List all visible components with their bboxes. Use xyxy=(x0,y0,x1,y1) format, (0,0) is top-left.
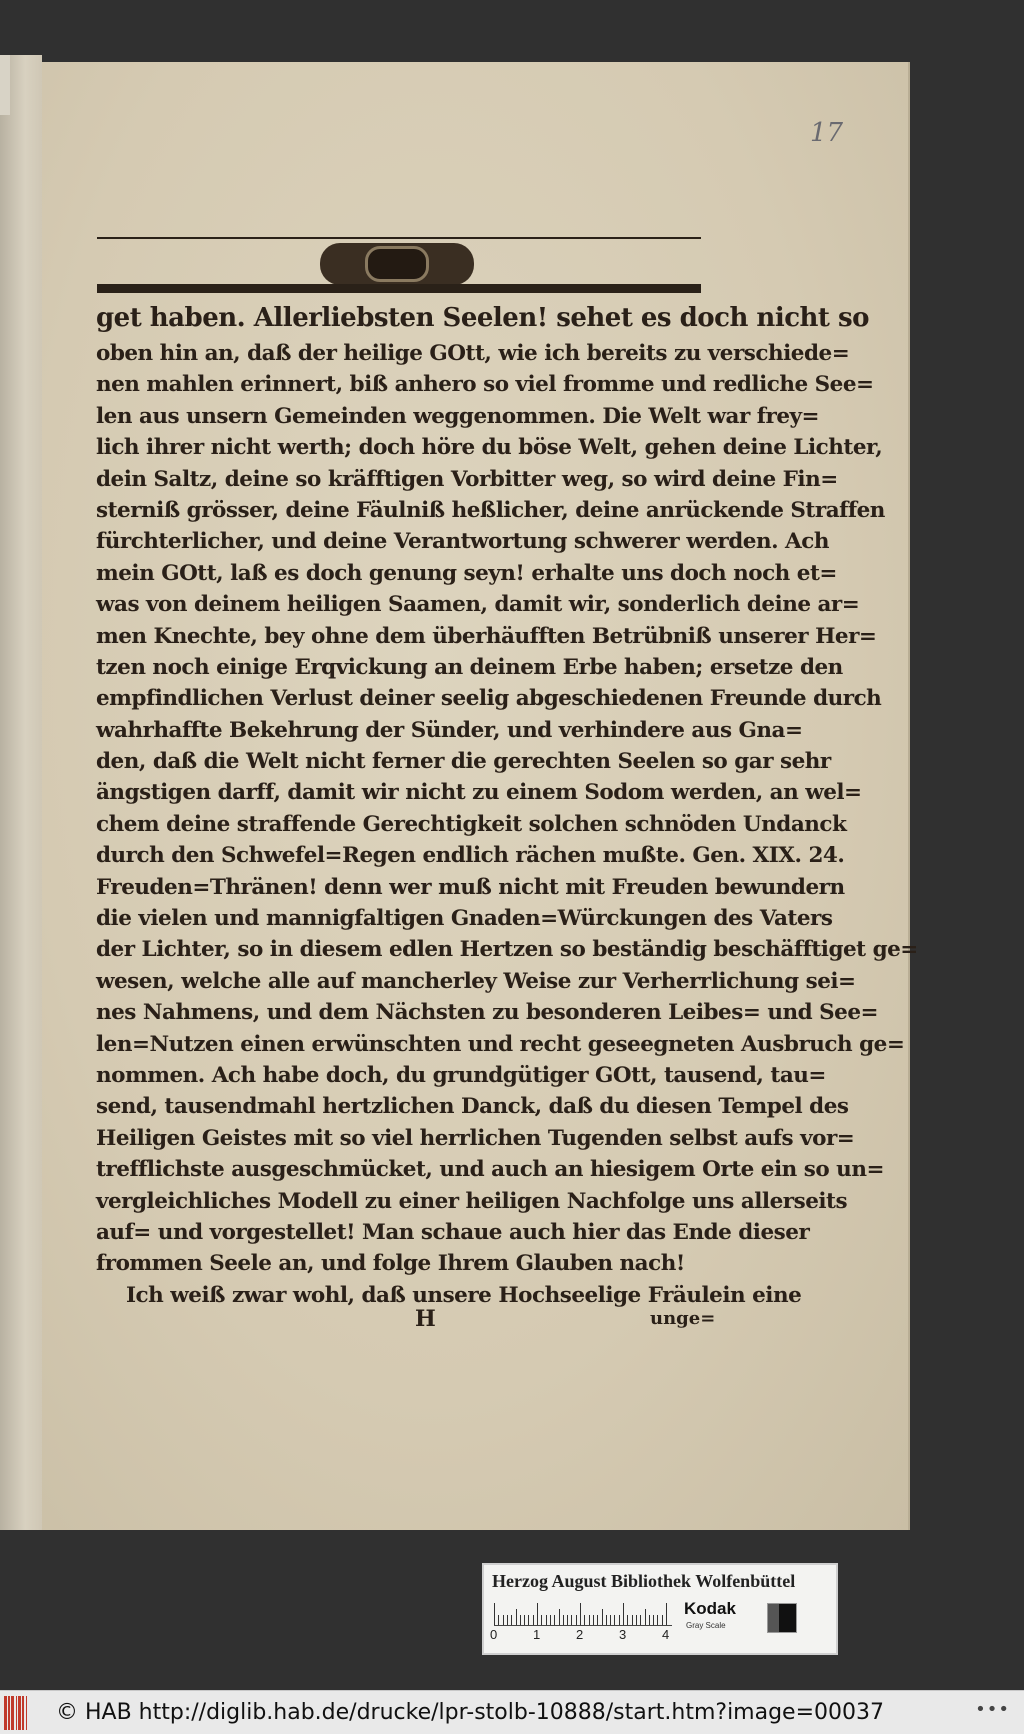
header-rule-bottom xyxy=(97,284,701,293)
text-line: was von deinem heiligen Saamen, damit wir, sonderlich deine ar= xyxy=(96,592,860,618)
text-line: Ich weiß zwar wohl, daß unsere Hochseelige Fräulein eine xyxy=(126,1282,802,1308)
ruler-tick xyxy=(653,1615,654,1625)
header-rule-top xyxy=(97,237,701,239)
ruler-tick xyxy=(524,1615,525,1625)
ruler-tick xyxy=(645,1609,646,1625)
page-corner xyxy=(0,55,10,115)
text-line: ängstigen darff, damit wir nicht zu einem Sodom werden, an wel= xyxy=(96,780,862,806)
ornament-center xyxy=(365,246,429,282)
text-line: fürchterlicher, und deine Verantwortung schwerer werden. Ach xyxy=(96,529,829,555)
text-line: den, daß die Welt nicht ferner die gerechten Seelen so gar sehr xyxy=(96,749,831,775)
ruler-tick xyxy=(649,1615,650,1625)
ruler-tick xyxy=(580,1603,581,1625)
text-line: auf= und vorgestellet! Man schaue auch hier das Ende dieser xyxy=(96,1219,810,1245)
ruler-tick xyxy=(507,1615,508,1625)
text-line: mein GOtt, laß es doch genung seyn! erhalte uns doch noch et= xyxy=(96,560,837,586)
text-line: oben hin an, daß der heilige GOtt, wie ich bereits zu verschiede= xyxy=(96,341,850,366)
ruler-tick xyxy=(657,1615,658,1625)
ruler-tick xyxy=(516,1609,517,1625)
barcode-stripe xyxy=(27,1696,30,1730)
ruler-tick xyxy=(550,1615,551,1625)
ruler-tick xyxy=(554,1615,555,1625)
text-line: sterniß grösser, deine Fäulniß heßlicher, deine anrückende Straffen xyxy=(96,497,885,523)
page-number: 17 xyxy=(810,118,844,148)
ruler-tick xyxy=(520,1615,521,1625)
ruler-number: 1 xyxy=(533,1627,541,1642)
text-line: die vielen und mannigfaltigen Gnaden=Würckungen des Vaters xyxy=(96,906,833,932)
text-line: durch den Schwefel=Regen endlich rächen mußte. Gen. XIX. 24. xyxy=(96,843,845,869)
ruler-tick xyxy=(541,1615,542,1625)
ruler-tick xyxy=(546,1615,547,1625)
text-line: frommen Seele an, und folge Ihrem Glauben nach! xyxy=(96,1251,685,1277)
text-line: tzen noch einige Erqvickung an deinem Erbe haben; ersetze den xyxy=(96,654,843,680)
barcode-icon xyxy=(4,1696,46,1730)
ruler-tick xyxy=(494,1603,495,1625)
ruler-tick xyxy=(632,1615,633,1625)
text-line: send, tausendmahl hertzlichen Danck, daß du diesen Tempel des xyxy=(96,1094,849,1120)
color-calibration-bar xyxy=(482,1563,838,1655)
source-url[interactable]: © HAB http://diglib.hab.de/drucke/lpr-stolb-10888/start.htm?image=00037 xyxy=(56,1700,885,1725)
ruler-tick xyxy=(619,1615,620,1625)
gray-swatch xyxy=(767,1603,797,1633)
ruler-tick xyxy=(614,1615,615,1625)
more-icon[interactable]: ••• xyxy=(975,1699,1010,1720)
gray-scale-label: Gray Scale xyxy=(686,1621,726,1630)
page-footer xyxy=(400,1306,720,1336)
text-line: Heiligen Geistes mit so viel herrlichen Tugenden selbst aufs vor= xyxy=(96,1125,855,1151)
status-bar xyxy=(0,1690,1024,1734)
ruler-tick xyxy=(636,1615,637,1625)
text-line: men Knechte, bey ohne dem überhäufften Betrübniß unserer Her= xyxy=(96,623,877,649)
ruler-tick xyxy=(627,1615,628,1625)
ruler-tick xyxy=(576,1615,577,1625)
ruler-tick xyxy=(584,1615,585,1625)
ruler-tick xyxy=(571,1615,572,1625)
ruler-number: 0 xyxy=(490,1627,498,1642)
library-name: Herzog August Bibliothek Wolfenbüttel xyxy=(492,1571,796,1591)
text-line: wesen, welche alle auf mancherley Weise zur Verherrlichung sei= xyxy=(96,968,856,994)
text-line: vergleichliches Modell zu einer heiligen Nachfolge uns allerseits xyxy=(96,1188,848,1214)
ruler-tick xyxy=(537,1603,538,1625)
kodak-logo: Kodak xyxy=(684,1599,736,1618)
ruler-tick xyxy=(589,1615,590,1625)
ruler-tick xyxy=(503,1615,504,1625)
scale-ruler xyxy=(494,1599,672,1626)
ruler-number: 2 xyxy=(576,1627,584,1642)
ruler-tick xyxy=(511,1615,512,1625)
ruler-tick xyxy=(623,1603,624,1625)
text-line: lich ihrer nicht werth; doch höre du böse Welt, gehen deine Lichter, xyxy=(96,435,883,461)
text-line: Freuden=Thränen! denn wer muß nicht mit Freuden bewundern xyxy=(96,874,845,900)
ruler-tick xyxy=(567,1615,568,1625)
catchword: unge= xyxy=(650,1308,716,1329)
ruler-number: 4 xyxy=(662,1627,670,1642)
text-line: der Lichter, so in diesem edlen Hertzen so beständig beschäfftiget ge= xyxy=(96,937,918,963)
page-text xyxy=(96,298,918,1311)
ruler-tick xyxy=(533,1615,534,1625)
ruler-tick xyxy=(610,1615,611,1625)
text-line: len aus unsern Gemeinden weggenommen. Die Welt war frey= xyxy=(96,403,820,429)
ruler-tick xyxy=(593,1615,594,1625)
text-line: wahrhaffte Bekehrung der Sünder, und verhindere aus Gna= xyxy=(96,717,803,743)
text-line: nommen. Ach habe doch, du grundgütiger GOtt, tausend, tau= xyxy=(96,1062,826,1088)
ruler-tick xyxy=(563,1615,564,1625)
left-page-edge xyxy=(0,55,42,1530)
text-line: get haben. Allerliebsten Seelen! sehet es doch nicht so xyxy=(96,303,869,333)
text-line: nen mahlen erinnert, biß anhero so viel fromme und redliche See= xyxy=(96,372,874,398)
ruler-tick xyxy=(498,1615,499,1625)
ruler-tick xyxy=(597,1615,598,1625)
text-line: dein Saltz, deine so kräfftigen Vorbitter weg, so wird deine Fin= xyxy=(96,466,838,492)
ruler-number: 3 xyxy=(619,1627,627,1642)
text-line: chem deine straffende Gerechtigkeit solchen schnöden Undanck xyxy=(96,811,847,837)
text-line: empfindlichen Verlust deiner seelig abgeschiedenen Freunde durch xyxy=(96,686,882,712)
text-line: nes Nahmens, und dem Nächsten zu besonderen Leibes= und See= xyxy=(96,1000,879,1026)
ruler-tick xyxy=(559,1609,560,1625)
ruler-tick xyxy=(666,1603,667,1625)
ruler-tick xyxy=(640,1615,641,1625)
text-line: len=Nutzen einen erwünschten und recht geseegneten Ausbruch ge= xyxy=(96,1031,905,1057)
signature-mark: H xyxy=(415,1306,436,1332)
ornament-icon xyxy=(320,243,474,285)
text-line: trefflichste ausgeschmücket, und auch an hiesigem Orte ein so un= xyxy=(96,1157,884,1183)
ruler-tick xyxy=(606,1615,607,1625)
ruler-tick xyxy=(602,1609,603,1625)
ruler-tick xyxy=(662,1615,663,1625)
ruler-tick xyxy=(528,1615,529,1625)
